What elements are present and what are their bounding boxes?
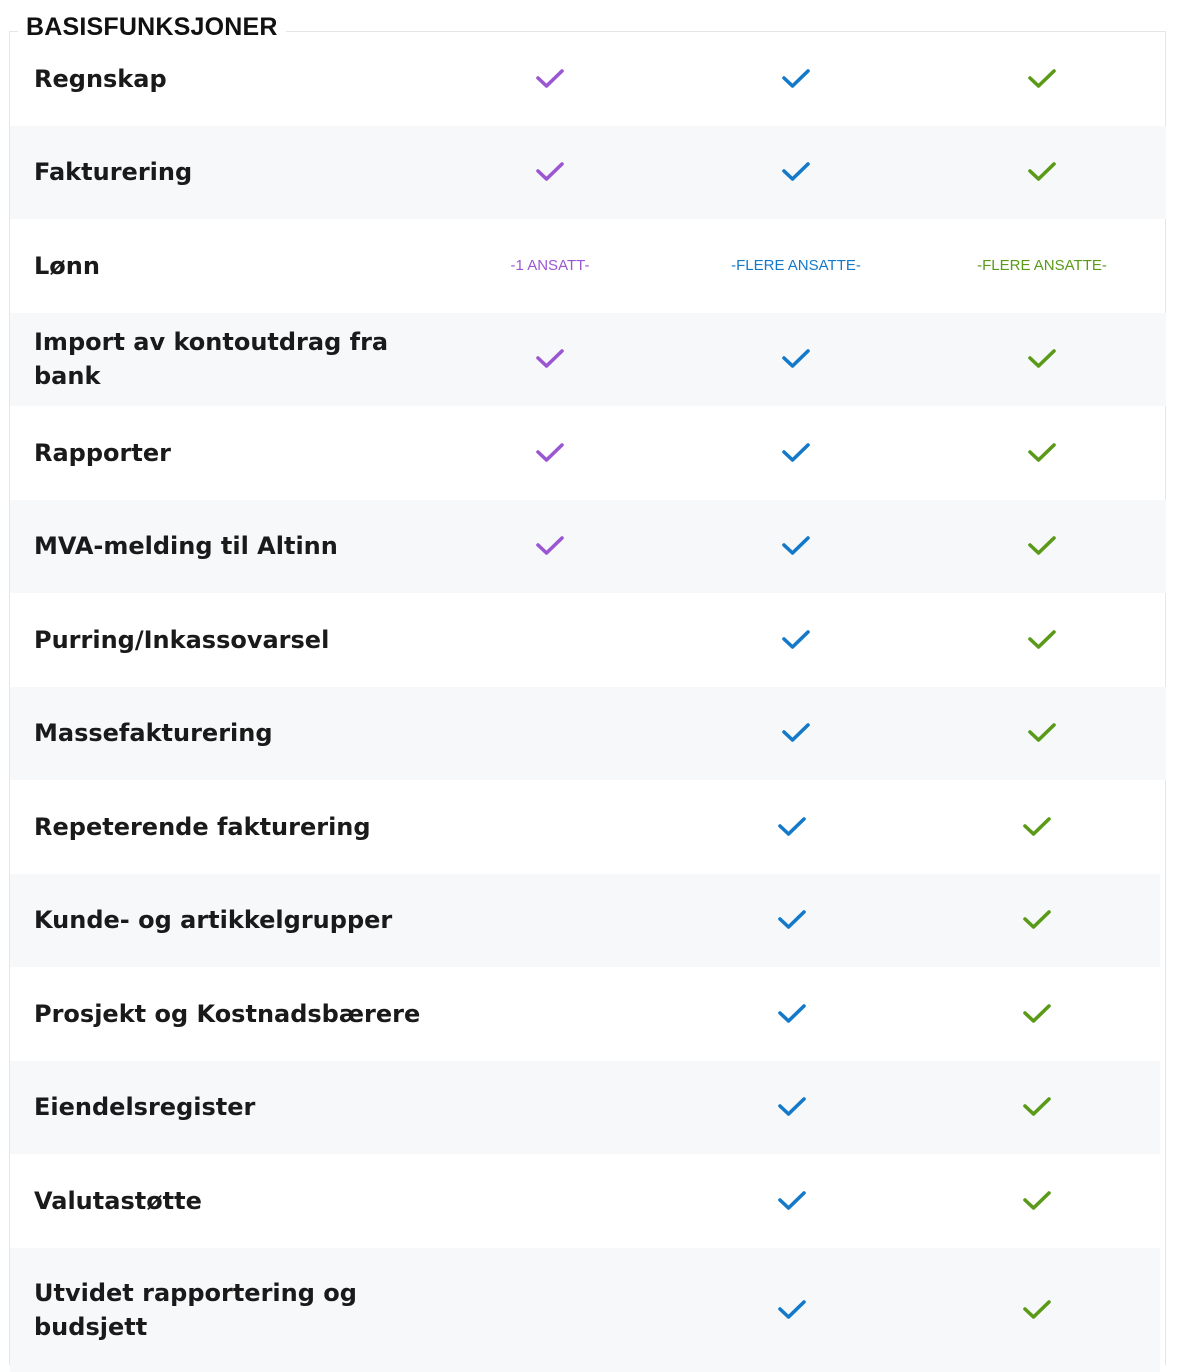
plan1-cell [470,874,630,968]
feature-row [10,874,1160,968]
employee-note: -FLERE ANSATTE- [977,257,1107,275]
feature-label: MVA-melding til Altinn [34,532,338,561]
plan3-cell [957,967,1117,1061]
check-icon [777,1189,807,1213]
feature-row [10,967,1160,1061]
feature-row [10,780,1160,874]
employee-note: -FLERE ANSATTE- [731,257,861,275]
plan1-cell [470,687,630,781]
plan1-cell [470,313,630,407]
check-icon [777,815,807,839]
check-icon [1027,160,1057,184]
feature-label: Purring/Inkassovarsel [34,625,330,654]
feature-label: Repeterende fakturering [34,812,371,841]
check-icon [1027,67,1057,91]
plan1-cell [470,126,630,220]
plan3-cell [962,406,1122,500]
feature-row [10,32,1166,126]
check-icon [1027,721,1057,745]
check-icon [777,1002,807,1026]
check-icon [1022,1002,1052,1026]
check-icon [535,441,565,465]
feature-label: Valutastøtte [34,1186,202,1215]
feature-row [10,687,1166,781]
check-icon [777,908,807,932]
check-icon [1027,534,1057,558]
check-icon [781,67,811,91]
feature-label: Lønn [34,251,100,280]
plan2-cell [716,126,876,220]
check-icon [781,347,811,371]
check-icon [1027,441,1057,465]
feature-label: Eiendelsregister [34,1093,256,1122]
plan3-cell [962,219,1122,313]
feature-table [10,32,1166,1372]
plan2-cell [716,313,876,407]
plan2-cell [712,1154,872,1248]
plan2-cell [716,32,876,126]
check-icon [1027,628,1057,652]
plan1-cell [470,593,630,687]
employee-note: -1 ANSATT- [510,257,590,275]
check-icon [1022,1298,1052,1322]
feature-label: Prosjekt og Kostnadsbærere [34,999,421,1028]
feature-label: Import av kontoutdrag fra bank [34,328,389,391]
section-title: BASISFUNKSJONER [18,12,286,42]
check-icon [1027,347,1057,371]
plan1-cell [470,500,630,594]
plan2-cell [712,1061,872,1155]
feature-label: Rapporter [34,438,171,467]
plan1-cell [470,780,630,874]
check-icon [1022,815,1052,839]
feature-row [10,219,1166,313]
plan3-cell [962,500,1122,594]
plan1-cell [470,406,630,500]
feature-row [10,1061,1160,1155]
plan3-cell [962,593,1122,687]
feature-label: Regnskap [34,64,167,93]
check-icon [781,721,811,745]
plan2-cell [716,219,876,313]
plan2-cell [716,687,876,781]
plan1-cell [470,32,630,126]
check-icon [781,628,811,652]
feature-label: Utvidet rapportering og budsjett [34,1278,357,1341]
plan1-cell [470,1248,630,1372]
plan1-cell [470,967,630,1061]
check-icon [535,160,565,184]
plan3-cell [962,32,1122,126]
plan3-cell [962,687,1122,781]
plan1-cell [470,1154,630,1248]
feature-row [10,500,1166,594]
feature-row [10,406,1166,500]
check-icon [777,1298,807,1322]
feature-row [10,313,1166,407]
check-icon [1022,908,1052,932]
check-icon [1022,1189,1052,1213]
plan3-cell [957,1248,1117,1372]
plan3-cell [962,126,1122,220]
feature-label: Fakturering [34,158,193,187]
feature-label: Kunde- og artikkelgrupper [34,906,393,935]
plan2-cell [716,500,876,594]
plan2-cell [712,967,872,1061]
check-icon [535,347,565,371]
plan3-cell [957,874,1117,968]
check-icon [777,1095,807,1119]
plan2-cell [716,406,876,500]
check-icon [781,441,811,465]
plan2-cell [712,874,872,968]
check-icon [535,67,565,91]
plan2-cell [712,780,872,874]
plan1-cell [470,219,630,313]
plan3-cell [962,313,1122,407]
plan3-cell [957,1061,1117,1155]
check-icon [535,534,565,558]
plan2-cell [716,593,876,687]
feature-label: Massefakturering [34,719,273,748]
feature-row [10,1248,1160,1372]
check-icon [1022,1095,1052,1119]
plan3-cell [957,780,1117,874]
feature-row [10,1154,1160,1248]
feature-row [10,593,1166,687]
check-icon [781,534,811,558]
feature-row [10,126,1166,220]
check-icon [781,160,811,184]
plan2-cell [712,1248,872,1372]
plan1-cell [470,1061,630,1155]
plan3-cell [957,1154,1117,1248]
